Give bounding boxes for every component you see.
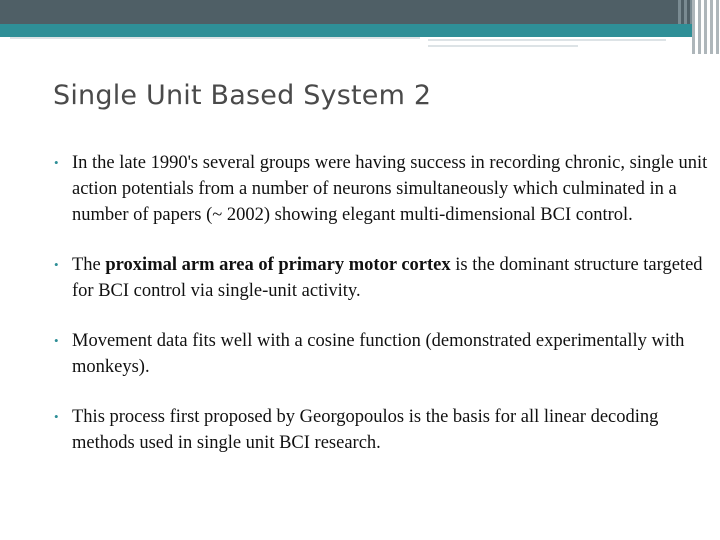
bullet-item (54, 404, 714, 456)
bullet-icon: • (54, 409, 59, 424)
top-header-bar (0, 0, 720, 24)
header-rule-line (428, 39, 666, 41)
bullet-item (54, 328, 714, 380)
corner-stripe-decoration (678, 0, 692, 24)
bullet-icon: • (54, 155, 59, 170)
bullet-list (54, 150, 714, 456)
header-rule-line (10, 37, 420, 39)
top-accent-strip (0, 24, 720, 37)
bullet-text: Movement data fits well with a cosine function (demonstrated experimentally with monkeys). (72, 331, 685, 377)
bullet-icon: • (54, 333, 59, 348)
bullet-icon: • (54, 257, 59, 272)
bullet-item (54, 252, 714, 304)
bullet-text-bold: proximal arm area of primary motor cortex (105, 255, 451, 275)
bullet-text-before: The (72, 255, 106, 275)
bullet-text-after: is the dominant structure targeted for BCI control via single-unit activity. (72, 255, 703, 301)
bullet-text: In the late 1990's several groups were having success in recording chronic, single unit action potentials from a number of neurons simultaneously which culminated in a number of papers (~ 2002) showing elegant multi-dimensional BCI control. (72, 153, 708, 225)
bullet-item (54, 150, 714, 228)
corner-stripe-decoration (692, 0, 720, 54)
bullet-text: This process first proposed by Georgopoulos is the basis for all linear decoding methods used in single unit BCI research. (72, 407, 659, 453)
slide-title: Single Unit Based System 2 (53, 80, 432, 111)
header-rule-line (428, 45, 578, 47)
